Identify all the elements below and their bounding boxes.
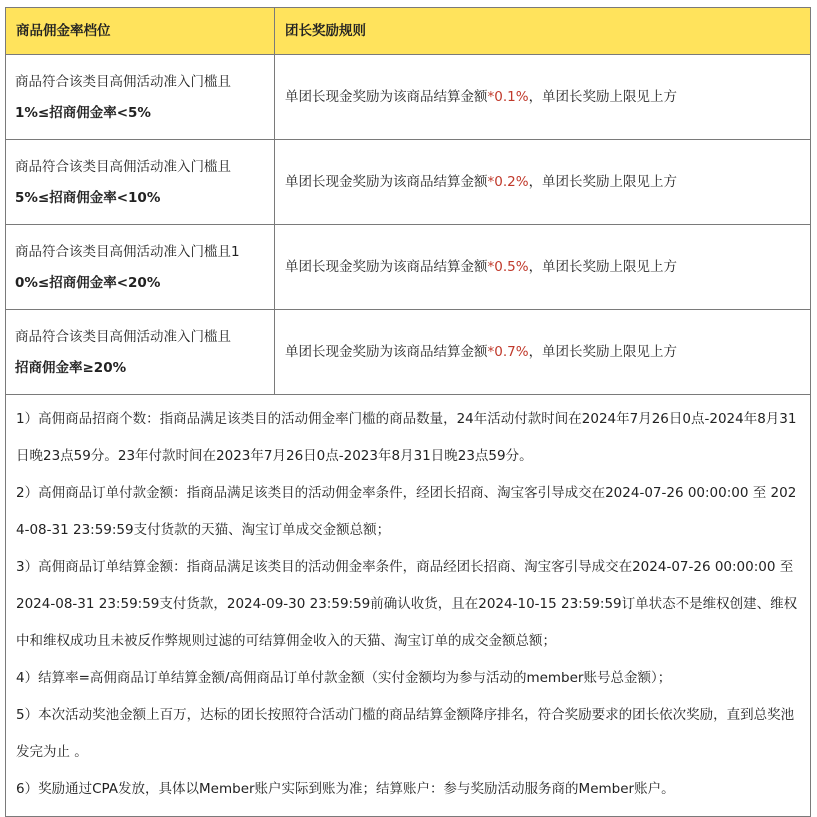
note-item-3: 3）高佣商品订单结算金额：指商品满足该类目的活动佣金率条件，商品经团长招商、淘宝客引导成交在2024-07-26 00:00:00 至 2024-08-31 23:59:59支付货款，2024-09-30 23:59:59前确认收货，且在2024-10-15 23:59:59订单状态不是维权创建、维权中和维权成功且未被反作弊规则过滤的可结算佣金收入的天猫、淘宝订单的成交金额总额； bbox=[16, 559, 798, 649]
note-item-2: 2）高佣商品订单付款金额：指商品满足该类目的活动佣金率条件，经团长招商、淘宝客引导成交在2024-07-26 00:00:00 至 2024-08-31 23:59:59支付货款的天猫、淘宝订单成交金额总额； bbox=[16, 485, 797, 538]
tier-reward-cell bbox=[275, 310, 811, 395]
tier-reward-cell bbox=[275, 225, 811, 310]
table-row bbox=[6, 310, 811, 395]
tier-rate-range: 招商佣金率≥20% bbox=[15, 359, 127, 376]
commission-reward-table bbox=[5, 7, 811, 817]
tier-rate-range: 1%≤招商佣金率<5% bbox=[15, 104, 151, 121]
header-reward-rule: 团长奖励规则 bbox=[275, 8, 811, 55]
tier-rate-range: 0%≤招商佣金率<20% bbox=[15, 274, 161, 291]
notes-cell bbox=[6, 395, 811, 817]
reward-text: 单团长现金奖励为该商品结算金额 bbox=[285, 259, 488, 275]
tier-condition-text: 商品符合该类目高佣活动准入门槛且1 bbox=[15, 243, 240, 260]
tier-condition-cell bbox=[6, 55, 275, 140]
table-row bbox=[6, 140, 811, 225]
tier-reward-cell bbox=[275, 55, 811, 140]
reward-text: 单团长现金奖励为该商品结算金额 bbox=[285, 344, 488, 360]
header-commission-tier: 商品佣金率档位 bbox=[6, 8, 275, 55]
reward-cap-text: ，单团长奖励上限见上方 bbox=[528, 344, 678, 360]
table-row bbox=[6, 55, 811, 140]
reward-text: 单团长现金奖励为该商品结算金额 bbox=[285, 174, 488, 190]
reward-rate: *0.2% bbox=[487, 174, 529, 190]
reward-rate: *0.7% bbox=[487, 344, 529, 360]
reward-cap-text: ，单团长奖励上限见上方 bbox=[528, 89, 678, 105]
note-item-4: 4）结算率=高佣商品订单结算金额/高佣商品订单付款金额（实付金额均为参与活动的member账号总金额）； bbox=[16, 670, 672, 686]
note-item-1: 1）高佣商品招商个数：指商品满足该类目的活动佣金率门槛的商品数量，24年活动付款时间在2024年7月26日0点-2024年8月31日晚23点59分。23年付款时间在2023年7月26日0点-2023年8月31日晚23点59分。 bbox=[16, 411, 797, 464]
table-header-row bbox=[6, 8, 811, 55]
tier-condition-cell bbox=[6, 140, 275, 225]
tier-condition-text: 商品符合该类目高佣活动准入门槛且 bbox=[15, 73, 231, 90]
tier-condition-cell bbox=[6, 310, 275, 395]
reward-text: 单团长现金奖励为该商品结算金额 bbox=[285, 89, 488, 105]
notes-row bbox=[6, 395, 811, 817]
table-row bbox=[6, 225, 811, 310]
tier-condition-text: 商品符合该类目高佣活动准入门槛且 bbox=[15, 158, 231, 175]
note-item-5: 5）本次活动奖池金额上百万，达标的团长按照符合活动门槛的商品结算金额降序排名，符合奖励要求的团长依次奖励，直到总奖池发完为止 。 bbox=[16, 707, 795, 760]
tier-rate-range: 5%≤招商佣金率<10% bbox=[15, 189, 161, 206]
tier-condition-text: 商品符合该类目高佣活动准入门槛且 bbox=[15, 328, 231, 345]
reward-cap-text: ，单团长奖励上限见上方 bbox=[528, 174, 678, 190]
tier-reward-cell bbox=[275, 140, 811, 225]
reward-rate: *0.1% bbox=[487, 89, 529, 105]
note-item-6: 6）奖励通过CPA发放，具体以Member账户实际到账为准；结算账户：参与奖励活动服务商的Member账户。 bbox=[16, 781, 675, 797]
reward-rate: *0.5% bbox=[487, 259, 529, 275]
tier-condition-cell bbox=[6, 225, 275, 310]
reward-cap-text: ，单团长奖励上限见上方 bbox=[528, 259, 678, 275]
